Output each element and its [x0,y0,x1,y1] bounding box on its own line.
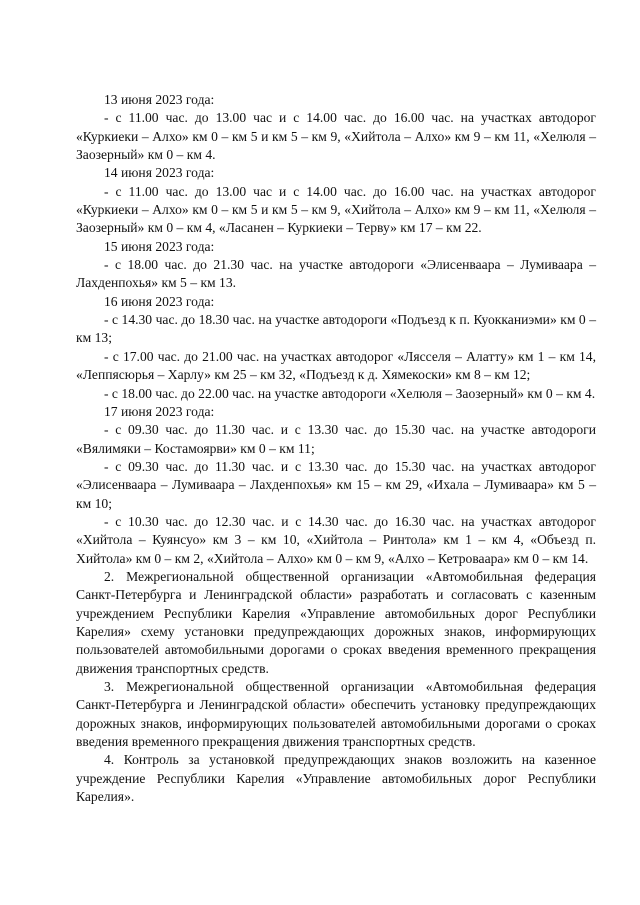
date-heading-june-15: 15 июня 2023 года: [104,238,215,254]
closure-item: - с 18.00 час. до 21.30 час. на участке автодороги «Элисенваара – Лумиваара – Лахденпохья» км 5 – км 13. [76,257,596,291]
closure-item: - с 17.00 час. до 21.00 час. на участках автодорог «Лясселя – Алатту» км 1 – км 14, «Леппясюрья – Харлу» км 25 – км 32, «Подъезд к д. Хямекоски» км 8 – км 12; [76,348,596,383]
closure-item: - с 10.30 час. до 12.30 час. и с 14.30 час. до 16.30 час. на участках автодорог «Хийтола – Куянсуо» км 3 – км 10, «Хийтола – Ринтола» км 1 – км 4, «Объезд п. Хийтола» км 0 – км 2, «Хийтола – Алхо» км 0 – км 9, «Алхо – Кетроваара» км 0 – км 14. [76,513,596,566]
closure-item: - с 14.30 час. до 18.30 час. на участке автодороги «Подъезд к п. Куокканиэми» км 0 – км 13; [76,312,596,346]
clause-2: 2. Межрегиональной общественной организации «Автомобильная федерация Санкт-Петербурга и Ленинградской области» разработать и согласовать с казенным учреждением Республики Карелия «Управление автомобильных дорог Республики Карелия» схему установки предупреждающих дорожных знаков, информирующих пользователей автомобильными дорогами о сроках введения временного прекращения движения транспортных средств. [76,568,596,676]
date-heading-june-13: 13 июня 2023 года: [104,92,215,107]
closure-item: - с 11.00 час. до 13.00 час и с 14.00 час. до 16.00 час. на участках автодорог «Куркиеки – Алхо» км 0 – км 5 и км 5 – км 9, «Хийтола – Алхо» км 9 – км 11, «Хелюля – Заозерный» км 0 – км 4. [76,110,596,163]
date-heading-june-17: 17 июня 2023 года: [104,403,215,419]
closure-item: - с 11.00 час. до 13.00 час и с 14.00 час. до 16.00 час. на участках автодорог «Куркиеки – Алхо» км 0 – км 5 и км 5 – км 9, «Хийтола – Алхо» км 9 – км 11, «Хелюля – Заозерный» км 0 – км 4, «Ласанен – Куркиеки – Терву» км 17 – км 22. [76,183,596,236]
closure-item: - с 09.30 час. до 11.30 час. и с 13.30 час. до 15.30 час. на участках автодорог «Элисенваара – Лумиваара – Лахденпохья» км 15 – км 29, «Ихала – Лумиваара» км 5 – км 10; [76,458,596,511]
date-heading-june-14: 14 июня 2023 года: [104,165,215,181]
document-body [76,91,596,806]
closure-item: - с 09.30 час. до 11.30 час. и с 13.30 час. до 15.30 час. на участке автодороги «Вялимяки – Костамоярви» км 0 – км 11; [76,422,596,456]
closure-item: - с 18.00 час. до 22.00 час. на участке автодороги «Хелюля – Заозерный» км 0 – км 4. [104,385,596,401]
clause-4: 4. Контроль за установкой предупреждающих знаков возложить на казенное учреждение Республики Карелия «Управление автомобильных дорог Республики Карелия». [76,752,596,805]
clause-3: 3. Межрегиональной общественной организации «Автомобильная федерация Санкт-Петербурга и Ленинградской области» обеспечить установку предупреждающих дорожных знаков, информирующих пользователей автомобильными дорогами о сроках введения временного прекращения движения транспортных средств. [76,679,596,750]
date-heading-june-16: 16 июня 2023 года: [104,293,215,309]
